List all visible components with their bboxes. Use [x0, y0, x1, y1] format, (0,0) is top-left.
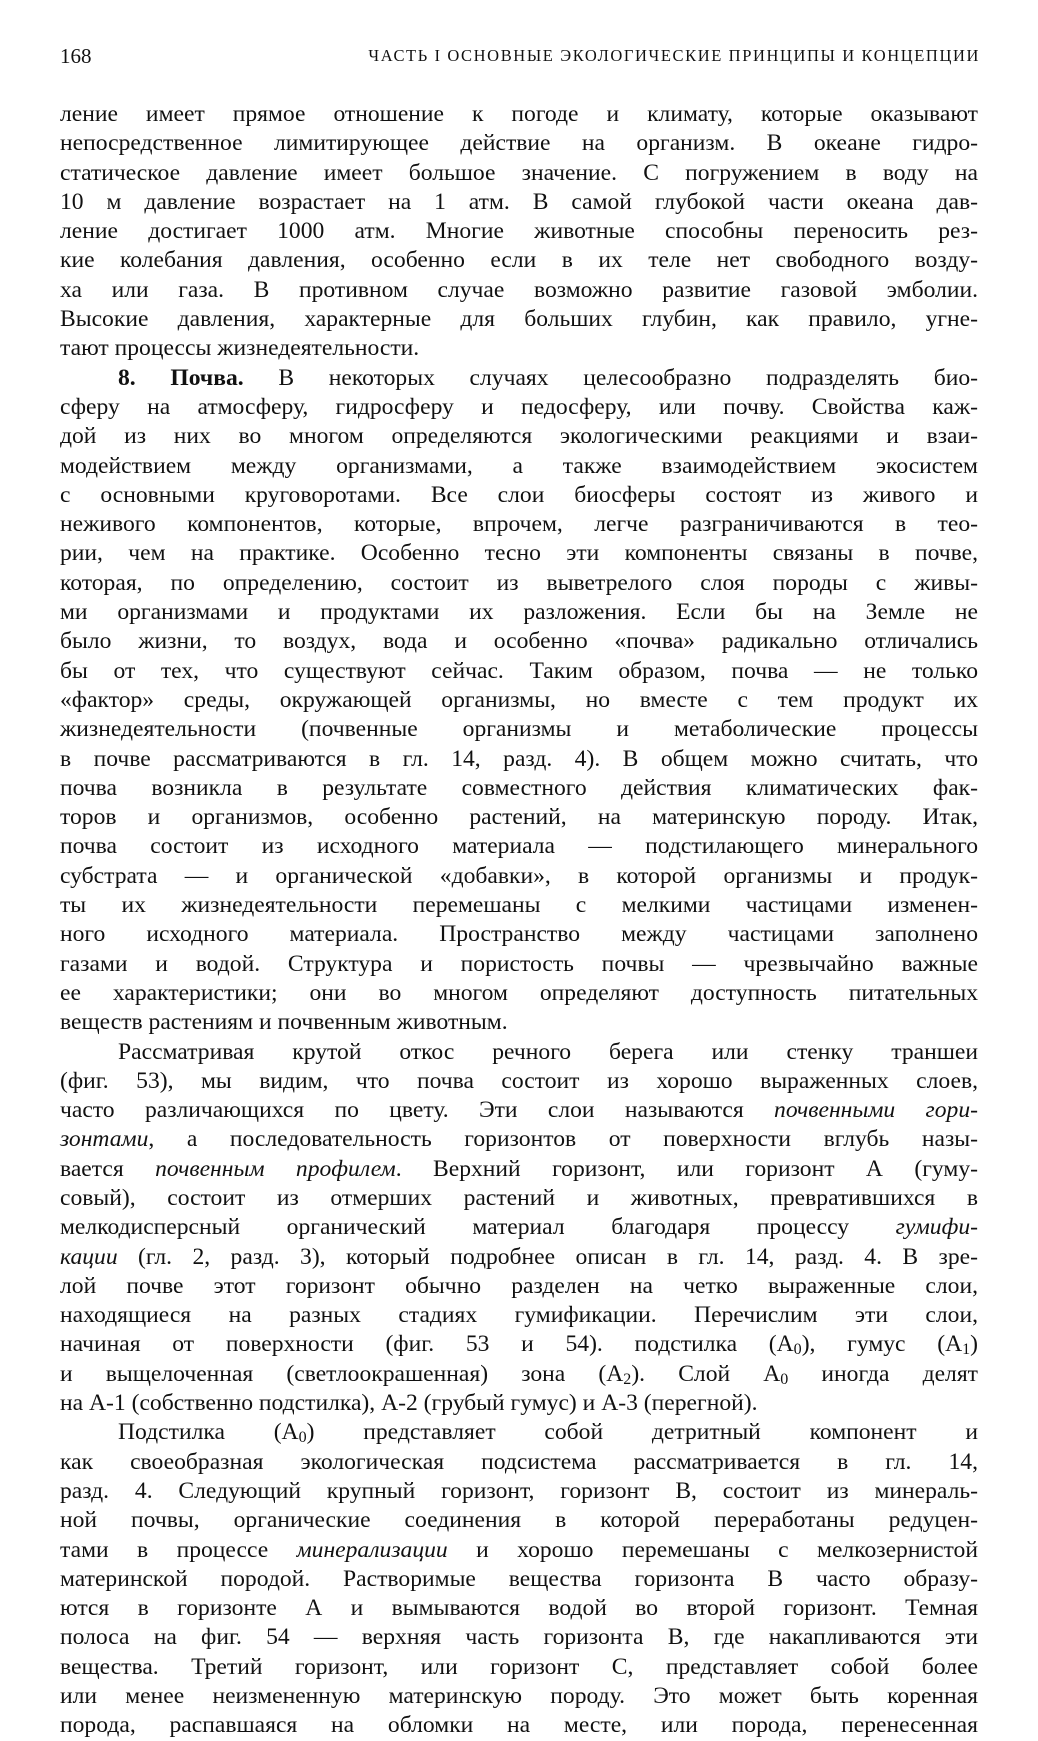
page-header [60, 44, 980, 76]
text-line: материнской породой. Растворимые вещества горизонта В часто образу- [60, 1565, 978, 1592]
text-line: ее характеристики; они во многом определяют доступность питательных [60, 979, 978, 1006]
text-line: в почве рассматриваются в гл. 14, разд. 4). В общем можно считать, что [60, 745, 978, 772]
text-line: (фиг. 53), мы видим, что почва состоит из хорошо выраженных слоев, [60, 1067, 978, 1094]
text-line: веществ растениям и почвенным животным. [60, 1009, 508, 1036]
text-line: почва возникла в результате совместного действия климатических фак- [60, 774, 978, 801]
text-line: сферу на атмосферу, гидросферу и педосферу, или почву. Свойства каж- [60, 393, 978, 420]
subscript: 2 [623, 1370, 632, 1388]
text-line: ются в горизонте А и вымываются водой во второй горизонт. Темная [60, 1595, 978, 1622]
subscript: 0 [780, 1370, 789, 1388]
text-line: неживого компонентов, которые, впрочем, легче разграничиваются в тео- [60, 511, 978, 538]
text-line: непосредственное лимитирующее действие на организм. В океане гидро- [60, 130, 978, 157]
text-line: Рассматривая крутой откос речного берега или стенку траншеи [118, 1038, 978, 1065]
text-line: ха или газа. В противном случае возможно развитие газовой эмболии. [60, 276, 978, 303]
text-line: полоса на фиг. 54 — верхняя часть горизонта В, где накапливаются эти [60, 1624, 978, 1651]
italic-term: почвенными гори- [774, 1097, 979, 1124]
text-run: ). Слой A [631, 1360, 781, 1387]
text-line: совый), состоит из отмерших растений и животных, превратившихся в [60, 1184, 978, 1211]
text-line [60, 364, 978, 393]
text-line: Высокие давления, характерные для больших глубин, как правило, угне- [60, 306, 978, 333]
text-line: было жизни, то воздух, вода и особенно «почва» радикально отличались [60, 628, 978, 655]
text-line [60, 1125, 978, 1154]
text-line: почва состоит из исходного материала — подстилающего минерального [60, 833, 978, 860]
text-run: начиная от поверхности (фиг. 53 и 54). подстилка (A [60, 1331, 794, 1358]
text-line: которая, по определению, состоит из выветрелого слоя породы с живы- [60, 569, 978, 596]
text-line: порода, распавшаяся на обломки на месте, или порода, перенесенная [60, 1712, 978, 1739]
text-line: 10 м давление возрастает на 1 атм. В самой глубокой части океана дав- [60, 188, 978, 215]
running-title: ЧАСТЬ I ОСНОВНЫЕ ЭКОЛОГИЧЕСКИЕ ПРИНЦИПЫ И КОНЦЕПЦИИ [368, 46, 980, 65]
text-run: Подстилка (A [118, 1419, 299, 1446]
italic-term: гумифи- [895, 1214, 978, 1241]
text-line [60, 1360, 978, 1389]
text-run: и выщелоченная (светлоокрашенная) зона (A [60, 1360, 624, 1387]
text-run: ) представляет собой детритный компонент и [306, 1419, 978, 1446]
text-line: ление имеет прямое отношение к погоде и климату, которые оказывают [60, 101, 978, 127]
text-line [60, 1155, 978, 1184]
text-line: «фактор» среды, окружающей организмы, но вместе с тем продукт их [60, 686, 978, 713]
text-line [60, 1243, 978, 1272]
text-run: иногда делят [788, 1360, 978, 1387]
text-run: часто различающихся по цвету. Эти слои называются [60, 1097, 775, 1124]
text-line: жизнедеятельности (почвенные организмы и метаболические процессы [60, 716, 978, 743]
text-line: торов и организмов, особенно растений, на материнскую породу. Итак, [60, 804, 978, 831]
italic-term: минерализации [296, 1536, 448, 1563]
text-line: лой почве этот горизонт обычно разделен на четко выраженные слои, [60, 1272, 978, 1299]
text-line: находящиеся на разных стадиях гумификации. Перечислим эти слои, [60, 1302, 978, 1329]
text-run: вается [60, 1155, 156, 1182]
text-line [60, 1330, 978, 1359]
text-run: В некоторых случаях целесообразно подразделять био- [243, 364, 979, 391]
text-line: газами и водой. Структура и пористость почвы — чрезвычайно важные [60, 950, 978, 977]
text-run: ) [970, 1331, 979, 1358]
text-line: кие колебания давления, особенно если в их теле нет свободного возду- [60, 247, 978, 274]
text-line: субстрата — и органической «добавки», в которой организмы и продук- [60, 862, 978, 889]
text-run: тами в процессе [60, 1536, 297, 1563]
italic-term: почвенным профилем [155, 1155, 396, 1182]
text-line: ного исходного материала. Пространство между частицами заполнено [60, 921, 978, 948]
text-run: ), гумус (A [801, 1331, 963, 1358]
page-number: 168 [60, 44, 92, 68]
text-line: ты их жизнедеятельности перемешаны с мелкими частицами изменен- [60, 892, 978, 919]
text-line: разд. 4. Следующий крупный горизонт, горизонт В, состоит из минераль- [60, 1477, 978, 1504]
text-line [60, 1213, 978, 1242]
text-line [60, 1536, 978, 1565]
italic-term: кации [60, 1243, 118, 1270]
text-line: модействием между организмами, а также взаимодействием экосистем [60, 452, 978, 479]
text-line: на А-1 (собственно подстилка), А-2 (грубый гумус) и А-3 (перегной). [60, 1390, 758, 1417]
text-line: ной почвы, органические соединения в которой переработаны редуцен- [60, 1507, 978, 1534]
text-run: и хорошо перемешаны с мелкозернистой [447, 1536, 978, 1563]
subscript: 0 [793, 1341, 802, 1359]
text-line [60, 1418, 978, 1447]
text-run: , а последовательность горизонтов от поверхности вглубь назы- [148, 1126, 978, 1153]
text-line [60, 1096, 978, 1125]
text-run: . Верхний горизонт, или горизонт А (гуму- [395, 1155, 978, 1182]
text-line: с основными круговоротами. Все слои биосферы состоят из живого и [60, 481, 978, 508]
italic-term: зонтами [60, 1126, 149, 1153]
subscript: 0 [298, 1429, 307, 1447]
text-line: ми организмами и продуктами их разложения. Если бы на Земле не [60, 599, 978, 626]
text-line: рии, чем на практике. Особенно тесно эти компоненты связаны в почве, [60, 540, 978, 567]
text-line: бы от тех, что существуют сейчас. Таким образом, почва — не только [60, 657, 978, 684]
text-run: (гл. 2, разд. 3), который подробнее описан в гл. 14, разд. 4. В зре- [117, 1243, 978, 1270]
section-heading: 8. Почва. [118, 364, 244, 391]
text-line: статическое давление имеет большое значение. С погружением в воду на [60, 159, 978, 186]
body-text [60, 100, 978, 1741]
text-line: тают процессы жизнедеятельности. [60, 335, 420, 362]
text-line: как своеобразная экологическая подсистема рассматривается в гл. 14, [60, 1448, 978, 1475]
text-line: дой из них во многом определяются экологическими реакциями и взаи- [60, 423, 978, 450]
text-line: вещества. Третий горизонт, или горизонт С, представляет собой более [60, 1653, 978, 1680]
text-run: мелкодисперсный органический материал благодаря процессу [60, 1214, 896, 1241]
text-line: или менее неизмененную материнскую породу. Это может быть коренная [60, 1683, 978, 1710]
text-line: ление достигает 1000 атм. Многие животные способны переносить рез- [60, 218, 978, 245]
subscript: 1 [962, 1341, 971, 1359]
